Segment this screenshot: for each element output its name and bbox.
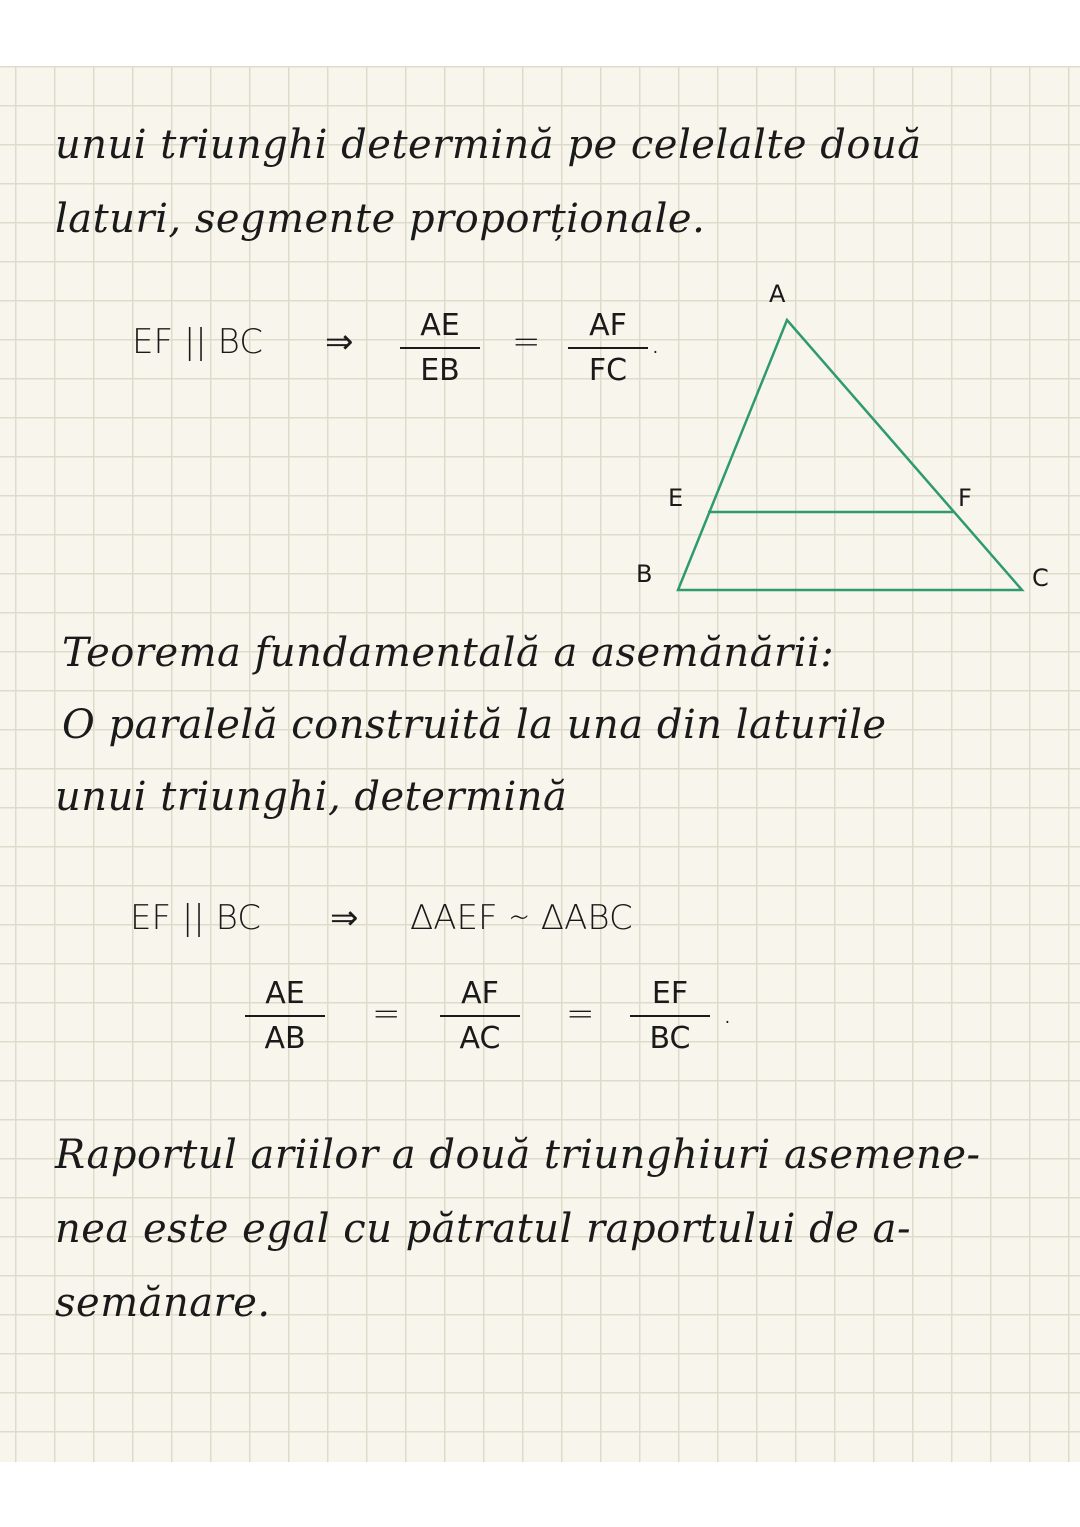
label-b: B <box>636 560 653 588</box>
period: . <box>722 992 733 1032</box>
theorem-line-2: unui triunghi, determină <box>55 774 568 820</box>
fraction-ef-bc <box>630 976 710 1056</box>
numerator: AF <box>589 308 627 343</box>
period: . <box>650 322 661 362</box>
area-line-1: Raportul ariilor a două triunghiuri asemene- <box>55 1132 981 1178</box>
area-line-3: semănare. <box>55 1280 271 1326</box>
area-line-2: nea este egal cu pătratul raportului de a- <box>55 1206 912 1252</box>
denominator: AB <box>264 1021 306 1056</box>
numerator: AE <box>420 308 460 343</box>
denominator: BC <box>649 1021 691 1056</box>
triangle-abc <box>678 320 1022 590</box>
denominator: EB <box>420 353 460 388</box>
numerator: AF <box>461 976 499 1011</box>
label-a: A <box>769 280 786 308</box>
implies-symbol: ⇒ <box>325 322 354 362</box>
intro-line-2: laturi, segmente proporționale. <box>55 196 706 242</box>
numerator: EF <box>651 976 689 1011</box>
similarity-conclusion: ΔAEF ∼ ΔABC <box>410 898 633 938</box>
fraction-ae-ab <box>245 976 325 1056</box>
denominator: FC <box>588 353 628 388</box>
denominator: AC <box>459 1021 501 1056</box>
numerator: AE <box>265 976 305 1011</box>
theorem-line-1: O paralelă construită la una din laturile <box>62 702 887 748</box>
equals-symbol: = <box>512 322 541 362</box>
label-c: C <box>1032 564 1049 592</box>
thales-premise: EF || BC <box>132 322 263 362</box>
label-e: E <box>668 484 684 512</box>
theorem-title: Teorema fundamentală a asemănării: <box>62 630 835 676</box>
equals-symbol: = <box>372 994 401 1034</box>
equals-symbol: = <box>566 994 595 1034</box>
similarity-premise: EF || BC <box>130 898 261 938</box>
intro-line-1: unui triunghi determină pe celelalte două <box>55 122 922 168</box>
fraction-af-ac <box>440 976 520 1056</box>
label-f: F <box>958 484 972 512</box>
implies-symbol: ⇒ <box>330 898 359 938</box>
